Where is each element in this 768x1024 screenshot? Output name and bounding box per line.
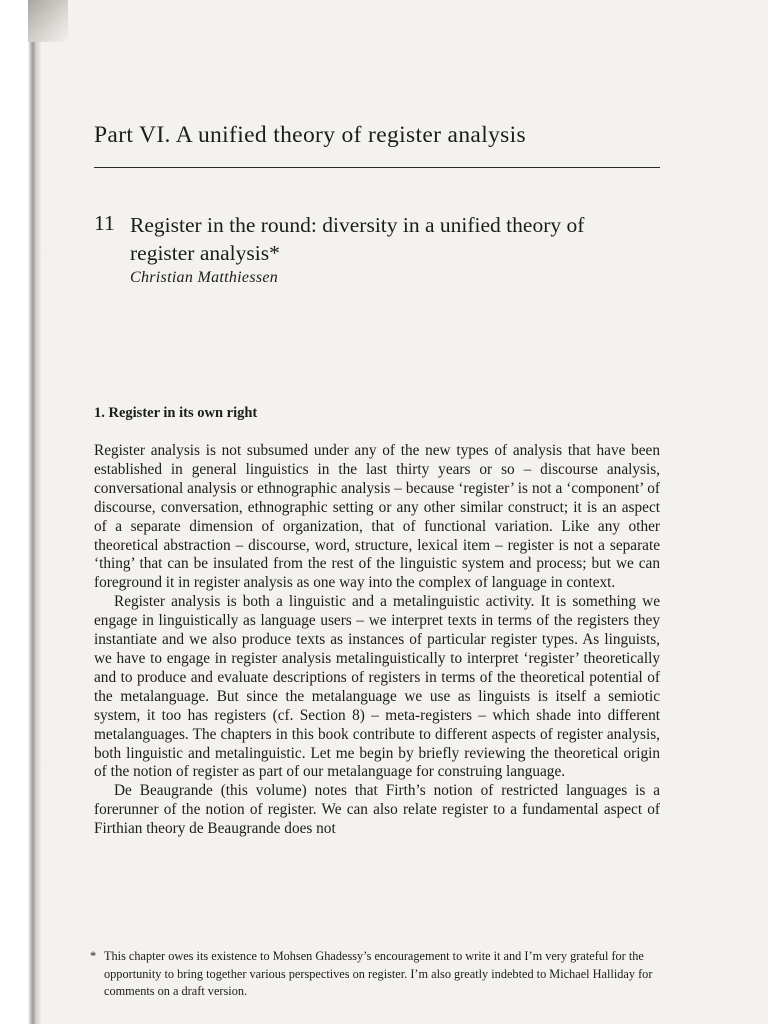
chapter-number: 11 [94, 211, 115, 235]
footnote-mark: * [90, 949, 97, 963]
body-text [94, 442, 660, 839]
chapter-title: Register in the round: diversity in a unified theory of register analysis* [130, 213, 585, 265]
chapter-author: Christian Matthiessen [130, 269, 279, 286]
footnote [90, 948, 660, 1001]
paragraph: De Beaugrande (this volume) notes that Firth’s notion of restricted languages is a forerunner of the notion of register. We can also relate register to a fundamental aspect of Firthian theory de Beaugrande does not [94, 782, 660, 838]
section-heading: 1. Register in its own right [94, 405, 258, 421]
page-corner-shadow [28, 0, 68, 42]
paragraph: Register analysis is both a linguistic and a metalinguistic activity. It is something we engage in linguistically as language users – we interpret texts in terms of the registers they instantiate and we also produce texts as instances of particular register types. As linguists, we have to engage in register analysis metalinguistically to interpret ‘register’ theoretically and to produce and evaluate descriptions of registers in terms of the theoretical potential of the metalanguage. But since the metalanguage we use as linguists is itself a semiotic system, it too has registers (cf. Section 8) – meta-registers – which shade into different metalanguages. The chapters in this book contribute to different aspects of register analysis, both linguistic and metalinguistic. Let me begin by briefly reviewing the theoretical origin of the notion of register as part of our metalanguage for construing language. [94, 593, 660, 781]
part-heading: Part VI. A unified theory of register analysis [94, 122, 527, 148]
part-heading-rule [94, 167, 660, 168]
paragraph: Register analysis is not subsumed under any of the new types of analysis that have been established in general linguistics in the last thirty years or so – discourse analysis, conversational analysis or ethnographic analysis – because ‘register’ is not a ‘component’ of discourse, conversation, ethnographic setting or any other similar construct; it is an aspect of a separate dimension of organization, that of functional variation. Like any other theoretical abstraction – discourse, word, structure, lexical item – register is not a separate ‘thing’ that can be insulated from the rest of the linguistic system and process; but we can foreground it in register analysis as one way into the complex of language in context. [94, 442, 660, 592]
page-edge-shadow [0, 0, 42, 1024]
footnote-text: This chapter owes its existence to Mohsen Ghadessy’s encouragement to write it and I’m very grateful for the opportunity to bring together various perspectives on register. I’m also greatly indebted to Michael Halliday for comments on a draft version. [104, 949, 653, 998]
